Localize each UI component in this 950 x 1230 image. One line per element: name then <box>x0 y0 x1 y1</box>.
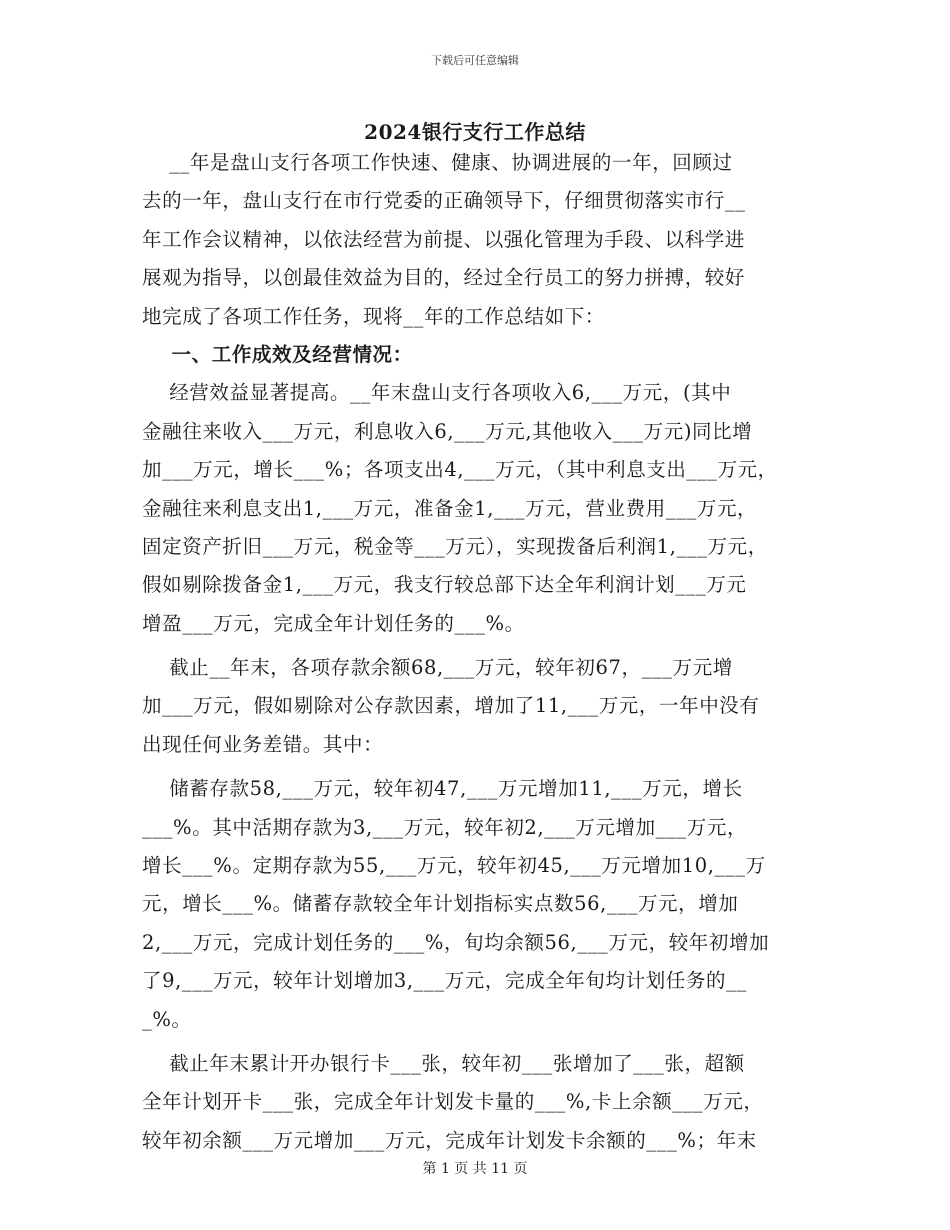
paragraph-line: 固定资产折旧___万元，税金等___万元），实现拨备后利润1,___万元， <box>142 534 768 558</box>
paragraph-line: 增长___%。定期存款为55,___万元，较年初45,___万元增加10,___万 <box>142 854 766 878</box>
paragraph-line: _%。 <box>142 1007 192 1031</box>
paragraph-line: 截止__年末，各项存款余额68,___万元，较年初67，___万元增 <box>142 656 733 680</box>
paragraph-line: 假如剔除拨备金1,___万元，我支行较总部下达全年利润计划___万元 <box>142 573 747 597</box>
paragraph-line: 出现任何业务差错。其中： <box>142 732 384 756</box>
paragraph-line: 加___万元，增长___%；各项支出4,___万元，（其中利息支出___万元， <box>142 458 778 482</box>
paragraph-line: 展观为指导，以创最佳效益为目的，经过全行员工的努力拼搏，较好 <box>142 266 746 290</box>
paragraph-line: 去的一年，盘山支行在市行党委的正确领导下，仔细贯彻落实市行__ <box>142 189 746 213</box>
paragraph-line: 截止年末累计开办银行卡___张，较年初___张增加了___张，超额 <box>142 1051 745 1075</box>
paragraph-line: ___%。其中活期存款为3,___万元，较年初2,___万元增加___万元， <box>142 815 748 839</box>
paragraph-line: 储蓄存款58,___万元，较年初47,___万元增加11,___万元，增长 <box>142 777 743 801</box>
paragraph-line: 地完成了各项工作任务，现将__年的工作总结如下： <box>142 304 605 328</box>
paragraph-line: 了9,___万元，较年计划增加3,___万元，完成全年旬均计划任务的__ <box>142 969 747 993</box>
paragraph-line: 年工作会议精神，以依法经营为前提、以强化管理为手段、以科学进 <box>142 227 746 251</box>
paragraph-line: 2,___万元，完成计划任务的___%，旬均余额56,___万元，较年初增加 <box>142 930 770 954</box>
paragraph-line: 元，增长___%。储蓄存款较全年计划指标实点数56,___万元，增加 <box>142 892 739 916</box>
paragraph-line: 加___万元，假如剔除对公存款因素，增加了11,___万元，一年中没有 <box>142 694 760 718</box>
paragraph-line: 增盈___万元，完成全年计划任务的___%。 <box>142 611 525 635</box>
document-body <box>142 144 822 1160</box>
paragraph-line: 金融往来收入___万元，利息收入6,___万元,其他收入___万元)同比增 <box>142 419 753 443</box>
paragraph-line: 经营效益显著提高。__年末盘山支行各项收入6,___万元，(其中 <box>142 381 732 405</box>
paragraph-line: 金融往来利息支出1,___万元，准备金1,___万元，营业费用___万元， <box>142 496 758 520</box>
paragraph-line: 较年初余额___万元增加___万元，完成年计划发卡余额的___%；年末 <box>142 1128 757 1152</box>
paragraph-line: 全年计划开卡___张，完成全年计划发卡量的___%,卡上余额___万元， <box>142 1090 764 1114</box>
header-note: 下载后可任意编辑 <box>431 54 519 67</box>
section-heading: 一、工作成效及经营情况： <box>142 342 413 366</box>
page-footer: 第 1 页 共 11 页 <box>422 1161 528 1177</box>
document-title: 2024银行支行工作总结 <box>364 120 586 144</box>
paragraph-line: __年是盘山支行各项工作快速、健康、协调进展的一年，回顾过 <box>142 151 733 174</box>
